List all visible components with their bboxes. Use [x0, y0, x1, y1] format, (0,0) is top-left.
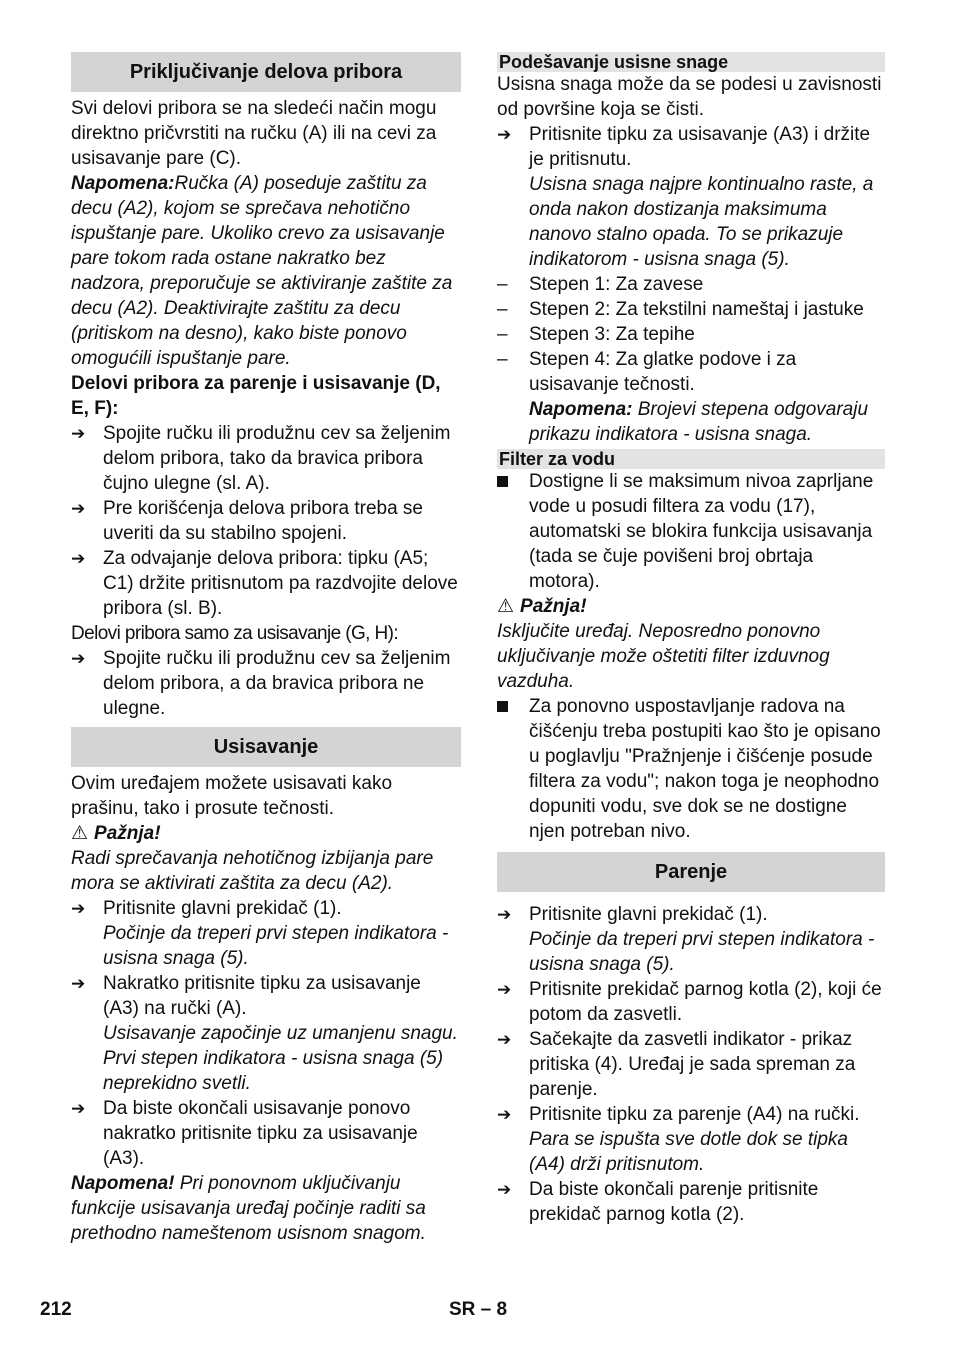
arrow-icon: ➔	[71, 974, 86, 993]
step-item	[497, 977, 885, 1027]
warning-text: Radi sprečavanja nehotičnog izbijanja pare mora se aktivirati zaštita za decu (A2).	[71, 848, 434, 894]
step-item	[71, 421, 461, 496]
warning-icon: ⚠	[497, 596, 515, 617]
section-heading-vacuuming: Usisavanje	[71, 727, 461, 767]
left-column	[71, 52, 461, 1246]
dash-icon: –	[497, 349, 508, 370]
arrow-icon: ➔	[71, 424, 86, 443]
page-number: 212	[40, 1299, 72, 1320]
square-bullet-icon	[497, 469, 525, 494]
step-item	[71, 896, 461, 971]
subheading-steam-vacuum: Delovi pribora za parenje i usisavanje (D, E, F):	[71, 373, 441, 419]
step-result: Počinje da treperi prvi stepen indikatora - usisna snaga (5).	[529, 929, 875, 975]
square-bullet-icon	[497, 694, 525, 719]
warning-text: Isključite uređaj. Neposredno ponovno uključivanje može oštetiti filter izduvnog vazduha.	[497, 621, 830, 692]
arrow-icon: ➔	[71, 899, 86, 918]
step-text: Pre korišćenja delova pribora treba se uveriti da su stabilno spojeni.	[103, 498, 424, 544]
step-item	[71, 1096, 461, 1171]
arrow-icon: ➔	[497, 125, 512, 144]
level-item	[497, 297, 885, 322]
arrow-icon: ➔	[497, 1180, 512, 1199]
right-column	[497, 52, 885, 1227]
step-result: Usisna snaga najpre kontinualno raste, a onda nakon dostizanja maksimuma nanovo stalno opada. To se prikazuje indikatorom - usisna snaga (5).	[529, 174, 874, 270]
section-heading-water-filter: Filter za vodu	[497, 449, 885, 469]
step-text: Da biste okončali usisavanje ponovo nakratko pritisnite tipku za usisavanje (A3).	[103, 1098, 418, 1169]
step-item	[497, 122, 885, 272]
bullet-text: Dostigne li se maksimum nivoa zaprljane vode u posudi filtera za vodu (17), automatski se blokira funkcija usisavanja (tada se čuje povišeni broj obrtaja motora).	[529, 471, 874, 592]
level-item	[497, 322, 885, 347]
dash-icon: –	[497, 299, 508, 320]
step-text: Nakratko pritisnite tipku za usisavanje (A3) na ručki (A).	[103, 973, 421, 1019]
step-text: Spojite ručku ili produžnu cev sa željenim delom pribora, a da bravica pribora ne ulegne.	[103, 648, 451, 719]
warning-icon: ⚠	[71, 823, 89, 844]
step-text: Pritisnite glavni prekidač (1).	[529, 904, 768, 925]
step-item	[71, 646, 461, 721]
bullet-item	[497, 694, 885, 844]
level-item	[497, 347, 885, 447]
level-text: Stepen 1: Za zavese	[529, 274, 704, 295]
section-heading-accessories: Priključivanje delova pribora	[71, 52, 461, 92]
step-item	[497, 1102, 885, 1177]
bullet-item	[497, 469, 885, 594]
note-text: Ručka (A) poseduje zaštitu za decu (A2), kojom se sprečava nehotično ispuštanje pare. Ukoliko crevo za usisavanje pare tokom rada ostane nakratko bez nadzora, preporučuje se aktiviranje zaštite za decu (A2). Deaktivirajte zaštitu za decu (pritiskom na desno), kako biste ponovo omogućili ispuštanje pare.	[71, 173, 453, 369]
arrow-icon: ➔	[71, 1099, 86, 1118]
step-text: Sačekajte da zasvetli indikator - prikaz pritiska (4). Uređaj je sada spreman za parenje.	[529, 1029, 856, 1100]
note-text: Brojevi stepena odgovaraju prikazu indikatora - usisna snaga.	[529, 399, 869, 445]
step-item	[71, 496, 461, 546]
note	[71, 1171, 461, 1246]
warning-label: Pažnja!	[520, 596, 587, 617]
warning-label: Pažnja!	[94, 823, 161, 844]
dash-icon: –	[497, 324, 508, 345]
subheading-vacuum-only: Delovi pribora samo za usisavanje (G, H):	[71, 623, 399, 644]
section-heading-steaming: Parenje	[497, 852, 885, 892]
note-label: Napomena!	[71, 1173, 175, 1194]
step-text: Pritisnite prekidač parnog kotla (2), koji će potom da zasvetli.	[529, 979, 882, 1025]
dash-icon: –	[497, 274, 508, 295]
paragraph: Ovim uređajem možete usisavati kako prašinu, tako i prosute tečnosti.	[71, 773, 393, 819]
arrow-icon: ➔	[497, 905, 512, 924]
level-text: Stepen 2: Za tekstilni nameštaj i jastuke	[529, 299, 864, 320]
level-text: Stepen 4: Za glatke podove i za usisavanje tečnosti.	[529, 349, 797, 395]
step-text: Za odvajanje delova pribora: tipku (A5; C1) držite pritisnutom pa razdvojite delove pribora (sl. B).	[103, 548, 458, 619]
section-heading-suction-power: Podešavanje usisne snage	[497, 52, 885, 72]
section-label: SR – 8	[449, 1299, 508, 1320]
level-text: Stepen 3: Za tepihe	[529, 324, 695, 345]
step-text: Da biste okončali parenje pritisnite prekidač parnog kotla (2).	[529, 1179, 819, 1225]
step-item	[497, 902, 885, 977]
paragraph: Usisna snaga može da se podesi u zavisnosti od površine koja se čisti.	[497, 74, 882, 120]
step-item	[71, 971, 461, 1096]
arrow-icon: ➔	[71, 549, 86, 568]
step-text: Pritisnite tipku za usisavanje (A3) i držite je pritisnutu.	[529, 124, 871, 170]
step-text: Pritisnite tipku za parenje (A4) na ručki.	[529, 1104, 860, 1125]
step-text: Spojite ručku ili produžnu cev sa željenim delom pribora, tako da bravica pribora čujno ulegne (sl. A).	[103, 423, 451, 494]
step-item	[497, 1027, 885, 1102]
bullet-text: Za ponovno uspostavljanje radova na čišćenju treba postupiti kao što je opisano u poglavlju "Pražnjenje i čišćenje posude filtera za vodu"; nakon toga je neophodno dopuniti vodu, sve dok se ne dostigne njen potreban nivo.	[529, 696, 881, 842]
step-result: Počinje da treperi prvi stepen indikatora - usisna snaga (5).	[103, 923, 449, 969]
step-item	[71, 546, 461, 621]
arrow-icon: ➔	[497, 1105, 512, 1124]
step-item	[497, 1177, 885, 1227]
step-text: Pritisnite glavni prekidač (1).	[103, 898, 342, 919]
arrow-icon: ➔	[71, 499, 86, 518]
arrow-icon: ➔	[71, 649, 86, 668]
arrow-icon: ➔	[497, 1030, 512, 1049]
level-item	[497, 272, 885, 297]
step-result: Para se ispušta sve dotle dok se tipka (A4) drži pritisnutom.	[529, 1129, 848, 1175]
warning-heading	[71, 821, 461, 846]
note-text: Pri ponovnom uključivanju funkcije usisavanja uređaj počinje raditi sa prethodno nameštenom usisnom snagom.	[71, 1173, 426, 1244]
warning-heading	[497, 594, 885, 619]
arrow-icon: ➔	[497, 980, 512, 999]
paragraph: Svi delovi pribora se na sledeći način mogu direktno pričvrstiti na ručku (A) ili na cevi za usisavanje pare (C).	[71, 98, 437, 169]
note-label: Napomena:	[71, 173, 175, 194]
note	[71, 171, 461, 371]
note-label: Napomena:	[529, 399, 633, 420]
step-result: Usisavanje započinje uz umanjenu snagu. Prvi stepen indikatora - usisna snaga (5) neprekidno svetli.	[103, 1023, 458, 1094]
note	[529, 397, 885, 447]
